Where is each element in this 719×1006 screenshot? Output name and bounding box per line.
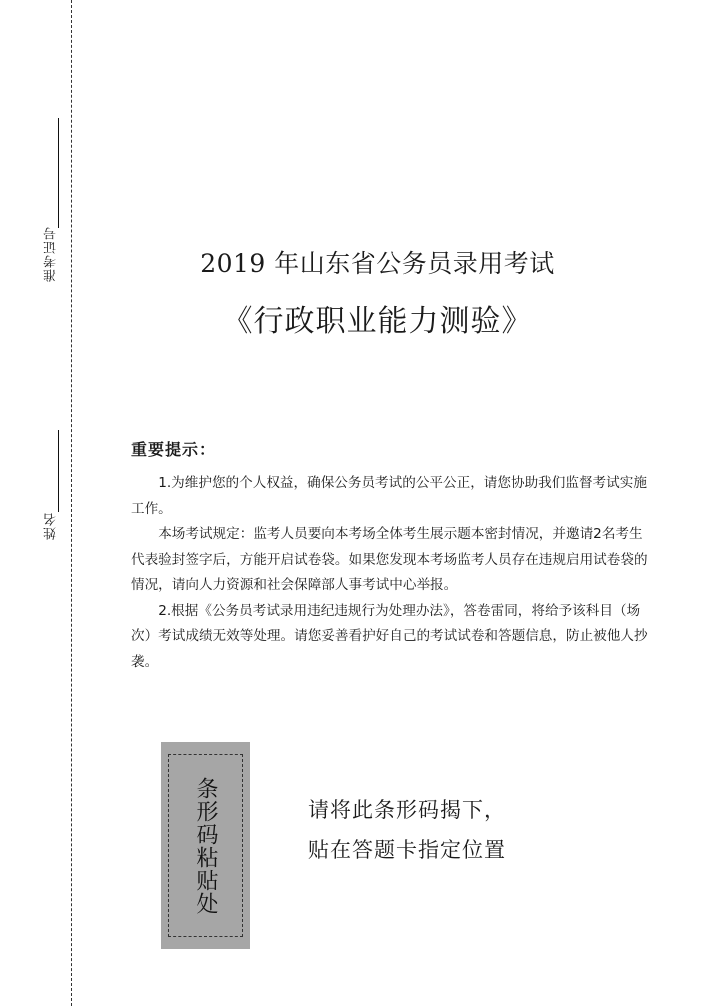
candidate-name-field: [40, 430, 70, 570]
ticket-number-label: 准考证号: [44, 226, 59, 282]
notice-body: [131, 471, 651, 675]
candidate-name-label: 姓名: [44, 512, 59, 540]
notice-heading: 重要提示：: [131, 440, 217, 459]
notice-paragraph-1: 1.为维护您的个人权益，确保公务员考试的公平公正，请您协助我们监督考试实施工作。: [131, 475, 647, 517]
exam-subject: 《行政职业能力测验》: [222, 304, 533, 339]
dashed-cut-line: [71, 0, 72, 1006]
barcode-instruction-line-1: 请将此条形码揭下，: [308, 798, 506, 822]
barcode-sticker-area: [161, 742, 250, 949]
barcode-box-label: 条形码粘贴处: [193, 776, 218, 915]
candidate-name-underline: [58, 430, 59, 512]
exam-title: 2019 年山东省公务员录用考试: [200, 249, 555, 278]
notice-paragraph-3: 2.根据《公务员考试录用违纪违规行为处理办法》，答卷雷同，将给予该科目（场次）考试成绩无效等处理。请您妥善看护好自己的考试试卷和答题信息，防止被他人抄袭。: [131, 602, 648, 670]
barcode-instruction-line-2: 贴在答题卡指定位置: [308, 838, 506, 862]
barcode-instructions: [308, 790, 506, 870]
notice-paragraph-2: 本场考试规定：监考人员要向本考场全体考生展示题本密封情况，并邀请2名考生代表验封签字后，方能开启试卷袋。如果您发现本考场监考人员存在违规启用试卷袋的情况，请向人力资源和社会保障部人事考试中心举报。: [131, 526, 648, 593]
ticket-number-underline: [58, 118, 59, 228]
barcode-dashed-border: [168, 754, 243, 937]
